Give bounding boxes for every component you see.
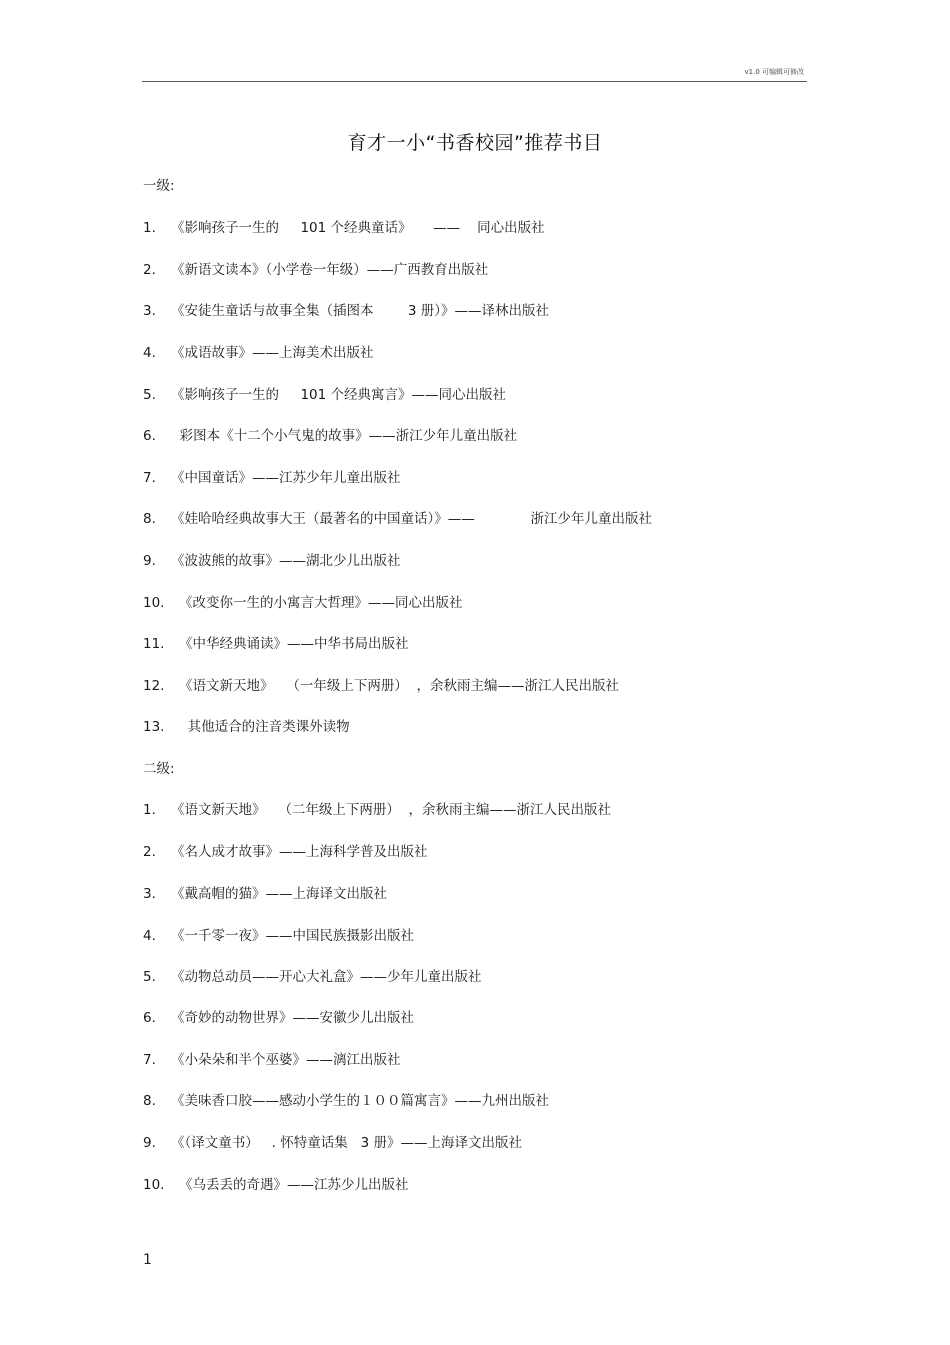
item-number: 5. xyxy=(143,969,156,985)
item-number: 8. xyxy=(143,1093,156,1109)
item-text: 《中国童话》——江苏少年儿童出版社 xyxy=(171,470,401,486)
section-heading: 一级: xyxy=(143,178,175,194)
item-number: 2. xyxy=(143,262,156,278)
item-text: 《娃哈哈经典故事大王（最著名的中国童话）》—— 浙江少年儿童出版社 xyxy=(171,511,653,527)
list-item xyxy=(143,1051,401,1069)
list-item xyxy=(143,885,387,903)
item-text: 《中华经典诵读》——中华书局出版社 xyxy=(179,636,409,652)
item-number: 3. xyxy=(143,303,156,319)
item-number: 12. xyxy=(143,678,165,694)
list-item xyxy=(143,1009,414,1027)
item-text: 《新语文读本》（小学卷一年级）——广西教育出版社 xyxy=(171,262,489,278)
list-item xyxy=(143,594,463,612)
list-item xyxy=(143,968,482,986)
list-item xyxy=(143,635,409,653)
header-version-label: v1.0 可编辑可修改 xyxy=(744,68,804,76)
item-number: 1. xyxy=(143,802,156,818)
item-number: 4. xyxy=(143,928,156,944)
list-item xyxy=(143,344,374,362)
item-text: 《小朵朵和半个巫婆》——漓江出版社 xyxy=(171,1052,401,1068)
item-number: 7. xyxy=(143,1052,156,1068)
item-number: 11. xyxy=(143,636,165,652)
list-item xyxy=(143,510,652,528)
item-text: 《一千零一夜》——中国民族摄影出版社 xyxy=(171,928,414,944)
item-text: 《成语故事》——上海美术出版社 xyxy=(171,345,374,361)
item-text: 《波波熊的故事》——湖北少儿出版社 xyxy=(171,553,401,569)
item-text: 其他适合的注音类课外读物 xyxy=(179,719,350,735)
item-number: 4. xyxy=(143,345,156,361)
list-item xyxy=(143,386,506,404)
list-item xyxy=(143,843,428,861)
item-number: 8. xyxy=(143,511,156,527)
item-text: 《美味香口胶——感动小学生的１００篇寓言》——九州出版社 xyxy=(171,1093,549,1109)
item-text: 《语文新天地》 （二年级上下两册） ，余秋雨主编——浙江人民出版社 xyxy=(171,802,611,818)
item-number: 9. xyxy=(143,553,156,569)
item-text: 彩图本《十二个小气鬼的故事》——浙江少年儿童出版社 xyxy=(171,428,518,444)
item-text: 《改变你一生的小寓言大哲理》——同心出版社 xyxy=(179,595,463,611)
header-divider xyxy=(142,81,807,82)
list-item xyxy=(143,927,414,945)
list-item xyxy=(143,261,488,279)
list-item xyxy=(143,1134,522,1152)
item-text: 《（译文童书） . 怀特童话集 3 册》——上海译文出版社 xyxy=(171,1135,522,1151)
item-number: 10. xyxy=(143,1177,165,1193)
item-text: 《影响孩子一生的 101 个经典童话》 —— 同心出版社 xyxy=(171,220,545,236)
list-item xyxy=(143,302,549,320)
item-text: 《安徒生童话与故事全集（插图本 3 册）》——译林出版社 xyxy=(171,303,549,319)
list-item xyxy=(143,219,545,237)
item-text: 《戴高帽的猫》——上海译文出版社 xyxy=(171,886,387,902)
list-item xyxy=(143,1092,549,1110)
item-text: 《名人成才故事》——上海科学普及出版社 xyxy=(171,844,428,860)
item-text: 《奇妙的动物世界》——安徽少儿出版社 xyxy=(171,1010,414,1026)
list-item xyxy=(143,801,611,819)
page-number: 1 xyxy=(143,1252,152,1268)
list-item xyxy=(143,552,401,570)
item-number: 10. xyxy=(143,595,165,611)
list-item xyxy=(143,1176,409,1194)
document-title: 育才一小“书香校园”推荐书目 xyxy=(347,132,603,154)
list-item xyxy=(143,469,401,487)
list-item xyxy=(143,427,517,445)
item-number: 6. xyxy=(143,428,156,444)
item-text: 《影响孩子一生的 101 个经典寓言》——同心出版社 xyxy=(171,387,507,403)
item-number: 7. xyxy=(143,470,156,486)
item-number: 5. xyxy=(143,387,156,403)
item-number: 2. xyxy=(143,844,156,860)
item-number: 1. xyxy=(143,220,156,236)
item-number: 13. xyxy=(143,719,165,735)
item-number: 6. xyxy=(143,1010,156,1026)
item-number: 3. xyxy=(143,886,156,902)
list-item xyxy=(143,718,350,736)
item-number: 9. xyxy=(143,1135,156,1151)
item-text: 《乌丢丢的奇遇》——江苏少儿出版社 xyxy=(179,1177,409,1193)
section-heading: 二级: xyxy=(143,761,175,777)
item-text: 《语文新天地》 （一年级上下两册） ，余秋雨主编——浙江人民出版社 xyxy=(179,678,619,694)
item-text: 《动物总动员——开心大礼盒》——少年儿童出版社 xyxy=(171,969,482,985)
list-item xyxy=(143,677,619,695)
